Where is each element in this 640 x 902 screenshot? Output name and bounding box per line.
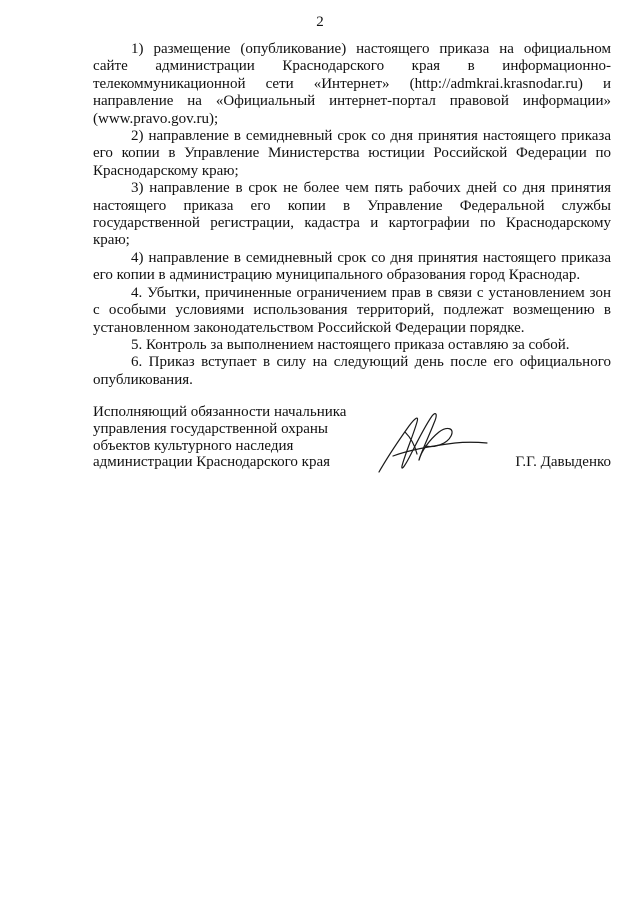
paragraph-justice-ministry: 2) направление в семидневный срок со дня принятия настоящего приказа его копии в Управление Министерства юстиции Российской Федерации по Краснодарскому краю; [93,128,611,179]
signature-block [93,404,611,484]
handwritten-signature-icon [375,406,490,476]
paragraph-publication: 1) размещение (опубликование) настоящего приказа на официальном сайте администрации Краснодарского края в информационно-телекоммуникационной сети «Интернет» (http://admkrai.krasnodar.ru) и направление на «Официальный интернет-портал правовой информации» (www.pravo.gov.ru); [93,41,611,127]
page-number: 2 [316,14,324,30]
signatory-position-line: объектов культурного наследия [93,437,294,454]
paragraph-municipality: 4) направление в семидневный срок со дня принятия настоящего приказа его копии в администрацию муниципального образования город Краснодар. [93,249,611,284]
signatory-name: Г.Г. Давыденко [515,454,611,470]
signatory-position [93,404,363,471]
paragraph-control: 5. Контроль за выполнением настоящего приказа оставляю за собой. [131,336,570,353]
paragraph-damages: 4. Убытки, причиненные ограничением прав в связи с установлением зон с особыми условиями использования территорий, подлежат возмещению в установленном законодательством Российской Федерации порядке. [93,284,611,336]
paragraph-rosreestr: 3) направление в срок не более чем пять рабочих дней со дня принятия настоящего приказа его копии в Управление Федеральной службы государственной регистрации, кадастра и картографии по Краснодарскому краю; [93,180,611,249]
signatory-position-line: Исполняющий обязанности начальника [93,404,347,420]
signatory-position-line: администрации Краснодарского края [93,454,331,471]
paragraph-entry-into-force: 6. Приказ вступает в силу на следующий день после его официального опубликования. [93,354,611,388]
signatory-position-line: управления государственной охраны [93,420,328,437]
document-body [93,41,611,389]
